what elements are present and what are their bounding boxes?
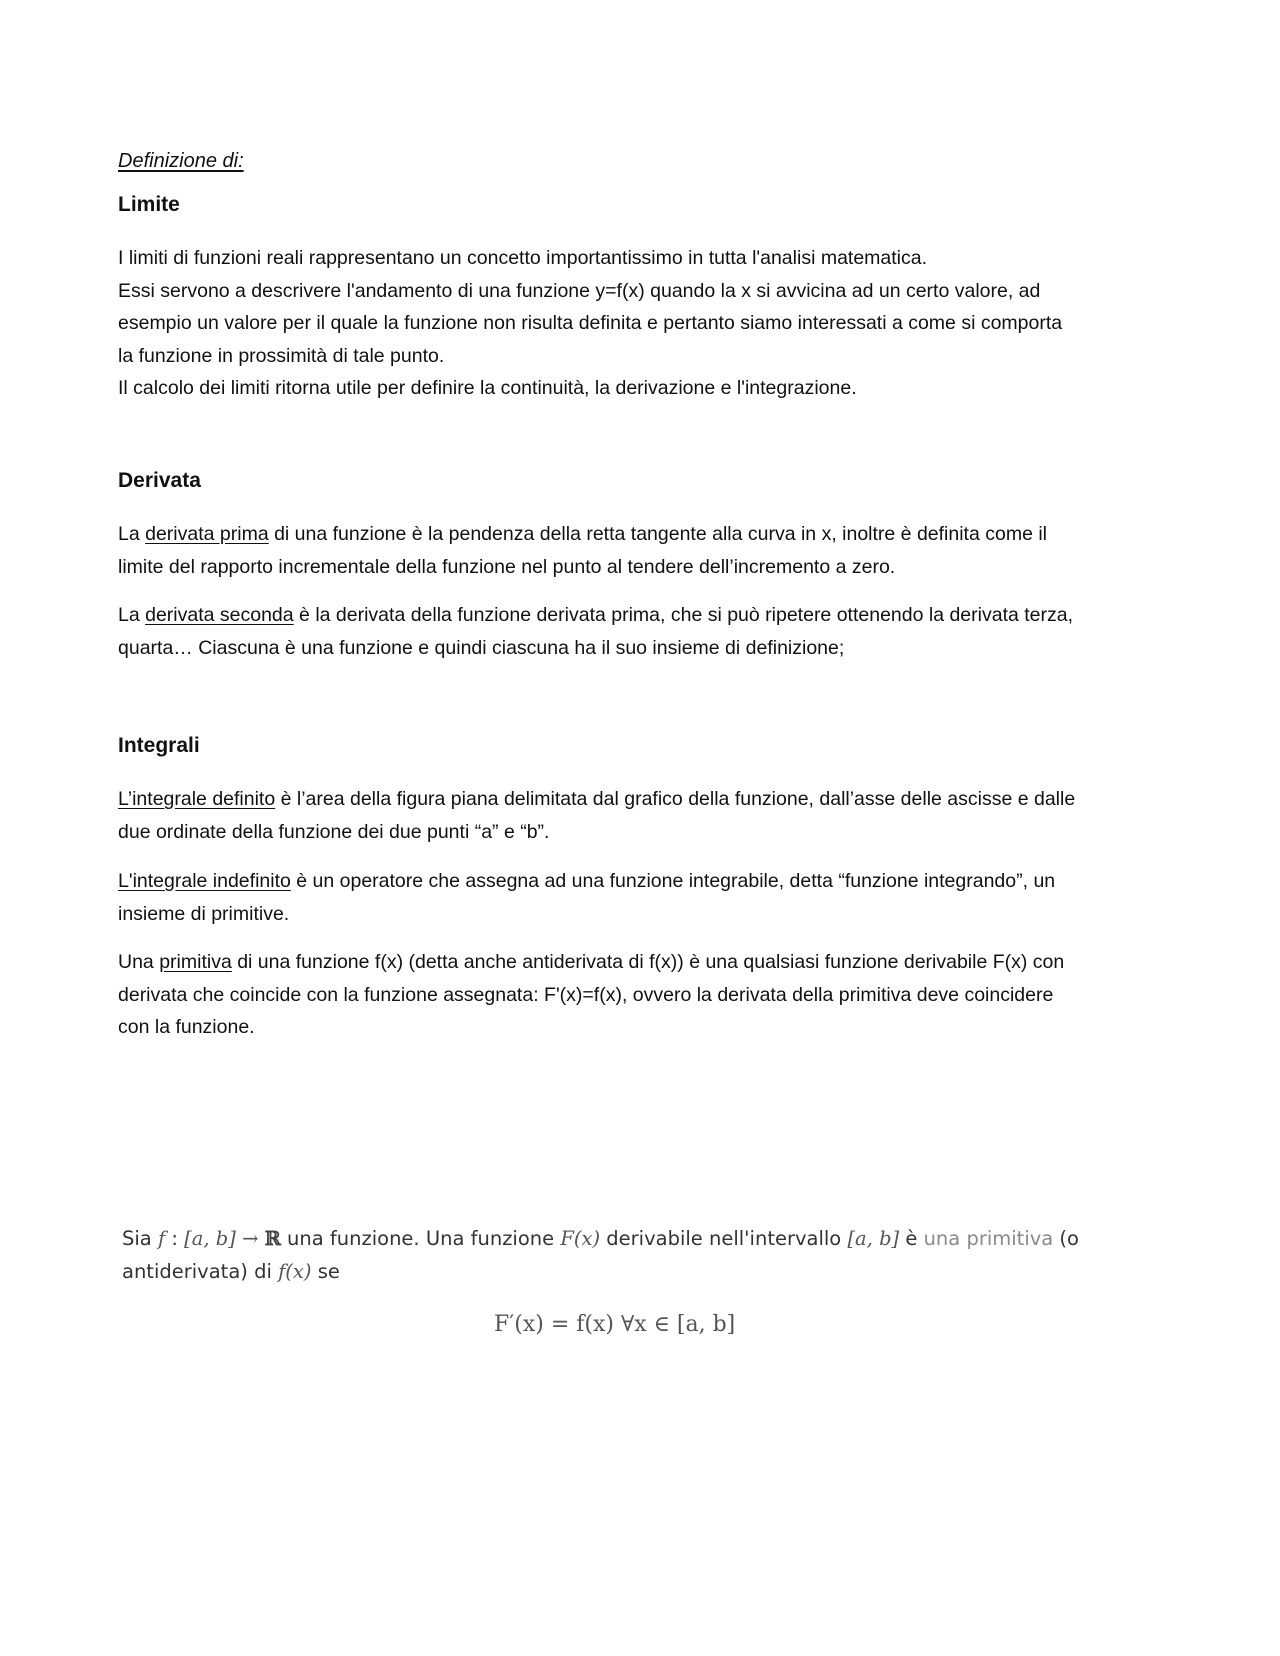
text-fragment: Una (118, 951, 160, 973)
term-integrale-indefinito: L'integrale indefinito (118, 870, 291, 892)
intro-label: Definizione di: (118, 150, 244, 172)
text-line (118, 865, 1168, 898)
text-line: I limiti di funzioni reali rappresentano un concetto importantissimo in tutta l'analisi matematica. (118, 247, 928, 269)
heading-limite: Limite (118, 193, 180, 216)
text-line: con la funzione. (118, 1016, 255, 1038)
text-line: limite del rapporto incrementale della funzione nel punto al tendere dell’incremento a zero. (118, 555, 896, 578)
text-line (118, 518, 1168, 551)
text-line (118, 946, 1168, 979)
term-integrale-definito: L’integrale definito (118, 788, 276, 810)
math-symbol: f(x) (278, 1260, 312, 1283)
text-line: quarta… Ciascuna è una funzione e quindi ciascuna ha il suo insieme di definizione; (118, 636, 845, 659)
term-primitiva: primitiva (159, 951, 232, 973)
text-line: la funzione in prossimità di tale punto. (118, 344, 445, 367)
paragraph-derivata-seconda (118, 599, 1168, 664)
math-interval: [a, b] (847, 1227, 900, 1250)
term-derivata-prima: derivata prima (145, 523, 269, 545)
math-interval: [a, b] (184, 1227, 236, 1250)
text-line: insieme di primitive. (118, 902, 290, 925)
arrow-symbol: → (235, 1227, 265, 1250)
text-fragment: è (899, 1227, 924, 1250)
reals-symbol: ℝ (264, 1227, 281, 1250)
text-fragment: di una funzione è la pendenza della retta tangente alla curva in x, inoltre è definita come il (268, 523, 1048, 545)
formula-primitiva: F′(x) = f(x) ∀x ∈ [a, b] (494, 1312, 736, 1337)
heading-derivata: Derivata (118, 469, 201, 492)
text-line: Il calcolo dei limiti ritorna utile per definire la continuità, la derivazione e l'integrazione. (118, 377, 857, 399)
highlight-una-primitiva: una primitiva (923, 1227, 1054, 1250)
text-line: due ordinate della funzione dei due punti “a” e “b”. (118, 820, 550, 843)
text-line (118, 599, 1168, 632)
text-fragment: una funzione. Una funzione (280, 1227, 561, 1250)
text-fragment: (o (1053, 1227, 1079, 1250)
text-fragment: derivabile nell'intervallo (600, 1227, 848, 1250)
paragraph-limite (118, 242, 1168, 405)
text-fragment: è un operatore che assegna ad una funzione integrabile, detta “funzione integrando”, un (290, 870, 1056, 892)
text-fragment: se (311, 1260, 340, 1283)
text-fragment: è l’area della figura piana delimitata dal grafico della funzione, dall’asse delle ascisse e dalle (275, 788, 1076, 810)
paragraph-integrale-definito (118, 783, 1168, 848)
heading-integrali: Integrali (118, 734, 200, 757)
math-line (122, 1222, 1162, 1255)
text-fragment: è la derivata della funzione derivata prima, che si può ripetere ottenendo la derivata terza, (293, 604, 1074, 626)
text-fragment: : (165, 1227, 185, 1250)
paragraph-derivata-prima (118, 518, 1168, 583)
text-fragment: La (118, 604, 146, 626)
text-line (118, 783, 1168, 816)
term-derivata-seconda: derivata seconda (145, 604, 294, 626)
paragraph-integrale-indefinito (118, 865, 1168, 930)
text-fragment: antiderivata) di (122, 1260, 279, 1283)
math-symbol: f (157, 1227, 166, 1250)
math-line (122, 1255, 1162, 1288)
math-symbol: F(x) (560, 1227, 601, 1250)
text-line: derivata che coincide con la funzione assegnata: F'(x)=f(x), ovvero la derivata della primitiva deve coincidere (118, 983, 1054, 1006)
text-fragment: La (118, 523, 146, 545)
text-line: Essi servono a descrivere l'andamento di una funzione y=f(x) quando la x si avvicina ad un certo valore, ad (118, 279, 1041, 302)
paragraph-primitiva (118, 946, 1168, 1044)
text-fragment: Sia (122, 1227, 158, 1250)
definition-primitiva-text (122, 1222, 1162, 1288)
text-fragment: di una funzione f(x) (detta anche antiderivata di f(x)) è una qualsiasi funzione derivabile F(x) con (231, 951, 1065, 973)
text-line: esempio un valore per il quale la funzione non risulta definita e pertanto siamo interessati a come si comporta (118, 312, 1063, 334)
